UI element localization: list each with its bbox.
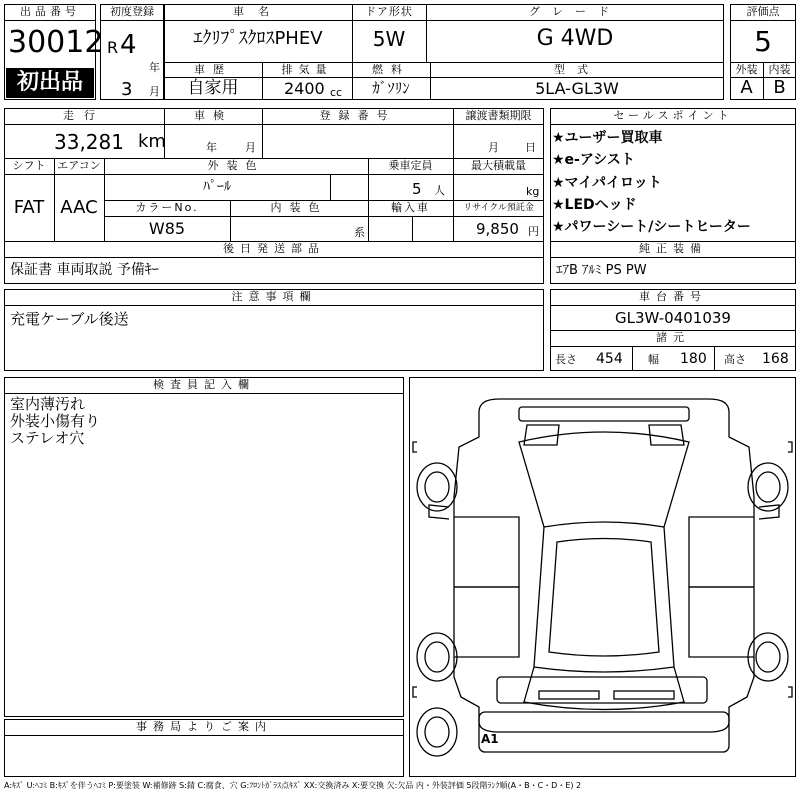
- interior-label: 内装: [768, 63, 791, 76]
- sales-point-1: ★ユーザー買取車: [552, 130, 663, 146]
- legend: A:ｷｽﾞ U:ﾍｺﾐ B:ｷｽﾞを伴うﾍｺﾐ P:要塗装 W:補修跡 S:錆 C:腐食、穴 G:ﾌﾛﾝﾄｶﾞﾗｽ点ｷｽﾞ XX:交換済み X:要交換 欠:欠品 内・外装評価 5段階ﾗﾝｸ順(A・B・C・D・E) 2: [4, 781, 582, 790]
- color-no-label: カラーNo.: [135, 201, 199, 214]
- reg-no-label: 登録番号: [319, 109, 396, 122]
- sales-point-4: ★LEDヘッド: [552, 197, 637, 213]
- displacement-label: 排気量: [281, 63, 333, 76]
- history-label: 車歴: [194, 63, 232, 76]
- car-name-label: 車名: [233, 5, 283, 18]
- year-unit: 年: [149, 61, 160, 74]
- history: 自家用: [187, 78, 239, 98]
- month-unit: 月: [149, 85, 160, 98]
- int-color-label: 内装色: [270, 201, 328, 214]
- later-parts: 保証書 車両取説 予備ｷｰ: [10, 262, 159, 278]
- era: R: [107, 38, 119, 57]
- equipment: ｴｱB ｱﾙﾐ PS PW: [556, 263, 647, 278]
- load-label: 最大積載量: [471, 159, 526, 172]
- chassis-label: 車台番号: [639, 290, 707, 303]
- recycle-fee: 9,850: [476, 220, 519, 238]
- transfer-month-unit: 月: [488, 141, 499, 154]
- inspector-line-2: 外装小傷有り: [10, 412, 101, 430]
- notes-label: 注意事項欄: [231, 290, 317, 303]
- notes-text: 充電ケーブル後送: [10, 310, 129, 328]
- fuel-label: 燃料: [372, 63, 410, 76]
- load-unit: kg: [526, 185, 540, 198]
- capacity: 5: [412, 180, 422, 198]
- car-diagram: [409, 377, 796, 777]
- fuel: ｶﾞｿﾘﾝ: [372, 79, 410, 97]
- sales-point-3: ★マイパイロット: [552, 175, 662, 191]
- capacity-unit: 人: [434, 184, 445, 197]
- lot-label: 出品番号: [20, 5, 80, 18]
- grade-label: グレード: [529, 5, 621, 18]
- chassis-number: GL3W-0401039: [615, 309, 731, 327]
- ext-color-label: 外装色: [207, 159, 265, 172]
- ac: AAC: [60, 197, 98, 218]
- width: 180: [680, 351, 707, 367]
- inspector-line-1: 室内薄汚れ: [10, 395, 86, 413]
- recycle-unit: 円: [528, 225, 539, 238]
- lot-number: 30012: [8, 25, 104, 60]
- exterior-label: 外装: [735, 63, 758, 76]
- model-label: 型式: [554, 63, 600, 76]
- exterior-grade: A: [740, 77, 753, 98]
- length: 454: [596, 351, 623, 367]
- car-name: ｴｸﾘﾌﾟｽｸﾛｽPHEV: [193, 28, 323, 49]
- office-label: 事務局よりご案内: [136, 720, 272, 733]
- shift-label: シフト: [12, 159, 46, 172]
- score-label: 評価点: [746, 5, 780, 18]
- int-color-unit: 系: [354, 226, 365, 239]
- color-no: W85: [148, 219, 186, 238]
- later-parts-label: 後日発送部品: [223, 242, 325, 255]
- first-reg-label: 初度登録: [110, 5, 154, 18]
- inspection-label: 車検: [194, 109, 232, 122]
- transfer-label: 譲渡書類期限: [465, 109, 532, 122]
- damage-mark-a1: A1: [481, 732, 499, 746]
- model: 5LA-GL3W: [535, 79, 619, 98]
- transfer-day-unit: 日: [525, 141, 536, 154]
- first-listing-badge: 初出品: [6, 68, 94, 98]
- reg-year: 4: [120, 30, 137, 60]
- displacement: 2400: [284, 79, 325, 98]
- mileage-unit: km: [138, 131, 166, 152]
- sales-point-2: ★e-アシスト: [552, 152, 635, 168]
- spec-label: 諸元: [656, 331, 690, 344]
- ext-color: ﾊﾟｰﾙ: [203, 179, 231, 195]
- inspector-line-3: ステレオ穴: [10, 429, 85, 447]
- door-type: 5W: [372, 27, 406, 51]
- interior-grade: B: [773, 77, 786, 98]
- door-label: ドア形状: [365, 5, 413, 18]
- equipment-label: 純正装備: [639, 242, 707, 255]
- shift: FAT: [13, 197, 45, 218]
- height: 168: [762, 351, 789, 367]
- sales-point-5: ★パワーシート/シートヒーター: [552, 219, 751, 235]
- import-label: 輸入車: [391, 201, 430, 214]
- inspector-label: 検査員記入欄: [153, 378, 255, 391]
- displacement-unit: cc: [330, 86, 343, 99]
- recycle-label: リサイクル預託金: [463, 203, 534, 213]
- inspection-year-unit: 年: [206, 141, 217, 154]
- inspection-month-unit: 月: [245, 141, 256, 154]
- score: 5: [754, 25, 772, 58]
- sales-label: セールスポイント: [613, 109, 733, 122]
- grade: G 4WD: [536, 26, 614, 51]
- height-label: 高さ: [724, 353, 746, 366]
- capacity-label: 乗車定員: [388, 159, 433, 172]
- width-label: 幅: [648, 353, 659, 366]
- reg-month: 3: [121, 79, 133, 100]
- ac-label: エアコン: [57, 159, 101, 172]
- length-label: 長さ: [555, 353, 577, 366]
- mileage: 33,281: [54, 130, 124, 154]
- mileage-label: 走行: [63, 109, 105, 122]
